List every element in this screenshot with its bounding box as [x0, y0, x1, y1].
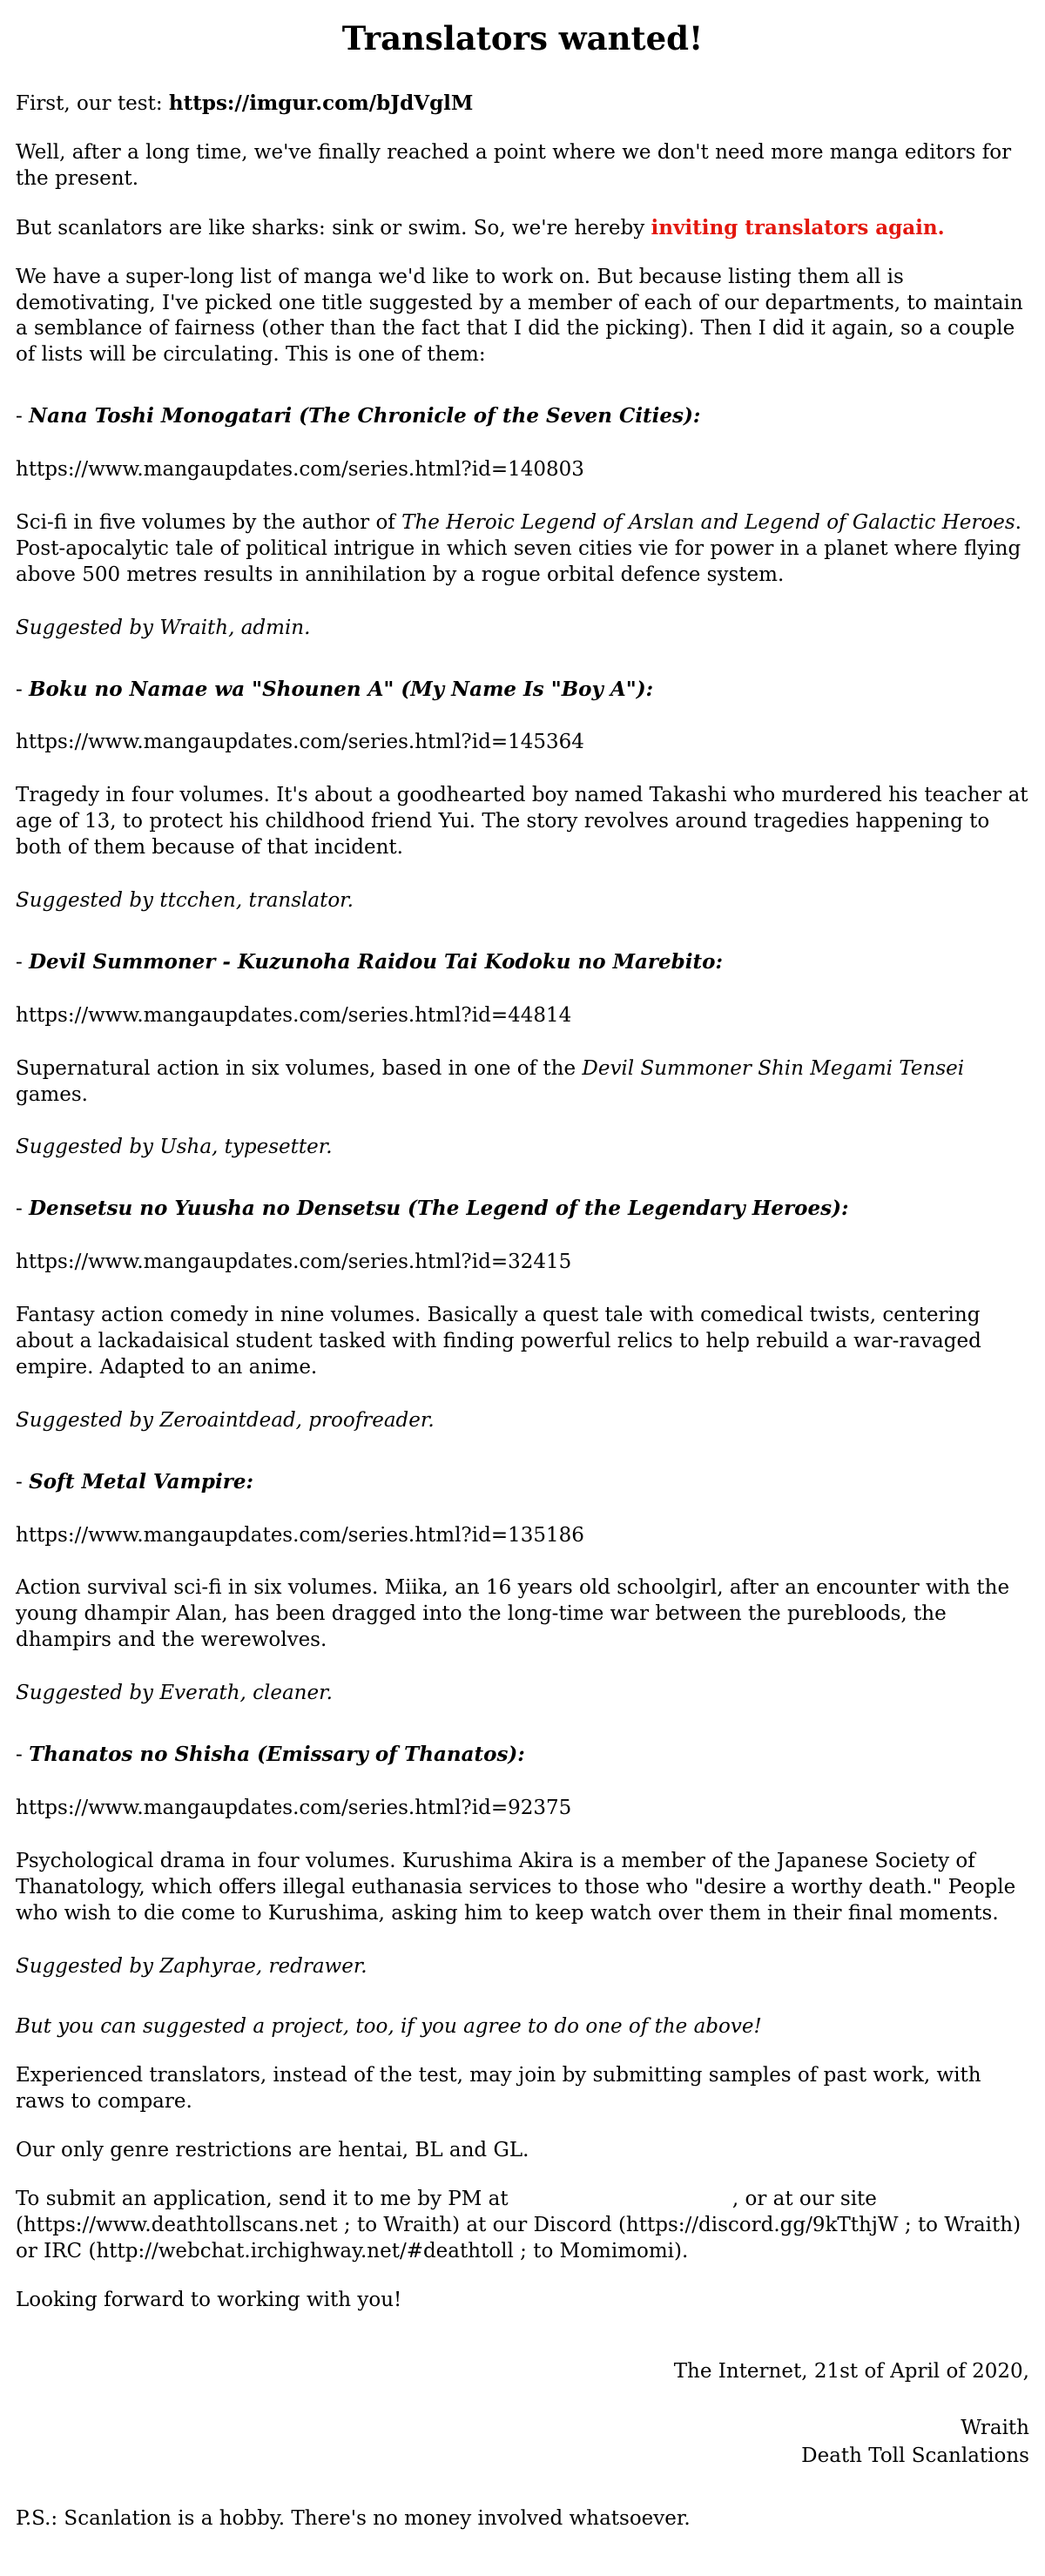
manga-entry-densetsu	[16, 1196, 1029, 1433]
entry-url: https://www.mangaupdates.com/series.html?id=135186	[16, 1523, 584, 1547]
manga-entry-boku-no-namae	[16, 677, 1029, 914]
entry-suggested-by: Suggested by ttcchen, translator.	[16, 889, 354, 913]
entry-url: https://www.mangaupdates.com/series.html?id=32415	[16, 1251, 572, 1274]
page-title: Translators wanted!	[341, 19, 704, 57]
ps-line: P.S.: Scanlation is a hobby. There's no money involved whatsoever.	[16, 2507, 691, 2531]
signature-name: Wraith	[961, 2417, 1029, 2440]
entry-title: - Densetsu no Yuusha no Densetsu (The Legend of the Legendary Heroes):	[16, 1197, 849, 1221]
entry-title: - Boku no Namae wa "Shounen A" (My Name Is "Boy A"):	[16, 677, 654, 701]
genre-restrictions-paragraph: Our only genre restrictions are hentai, BL and GL.	[16, 2139, 529, 2162]
entry-suggested-by: Suggested by Zaphyrae, redrawer.	[16, 1954, 367, 1978]
suggest-your-own-line: But you can suggested a project, too, if you agree to do one of the above!	[16, 2015, 762, 2039]
entry-description: Fantasy action comedy in nine volumes. Basically a quest tale with comedical twists, centering about a lackadaisical student tasked with finding powerful relics to help rebuild a war-ravaged empire. Adapted to an anime.	[16, 1304, 981, 1379]
entry-suggested-by: Suggested by Everath, cleaner.	[16, 1682, 333, 1705]
manga-entry-thanatos	[16, 1742, 1029, 1979]
intro-paragraph-editors: Well, after a long time, we've finally reached a point where we don't need more manga editors for the present.	[16, 140, 1012, 190]
entry-title: - Nana Toshi Monogatari (The Chronicle of the Seven Cities):	[16, 404, 701, 428]
entry-url: https://www.mangaupdates.com/series.html?id=44814	[16, 1003, 572, 1027]
entry-description: Tragedy in four volumes. It's about a goodhearted boy named Takashi who murdered his teacher at age of 13, to protect his childhood friend Yui. The story revolves around tragedies happening to both of them because of that incident.	[16, 784, 1028, 860]
signature-group: Death Toll Scanlations	[801, 2445, 1029, 2468]
signature-block	[16, 2416, 1029, 2470]
entry-url: https://www.mangaupdates.com/series.html?id=140803	[16, 458, 584, 482]
entry-description: Sci-fi in five volumes by the author of The Heroic Legend of Arslan and Legend of Galactic Heroes. Post-apocalytic tale of political intrigue in which seven cities vie for power in a planet where flying above 500 metres results in annihilation by a rogue orbital defence system.	[16, 511, 1021, 586]
manga-entry-nana-toshi	[16, 403, 1029, 641]
entry-title: - Thanatos no Shisha (Emissary of Thanatos):	[16, 1743, 525, 1767]
intro-paragraph-list: We have a super-long list of manga we'd like to work on. But because listing them all is demotivating, I've picked one title suggested by a member of each of our departments, to maintain a semblance of fairness (other than the fact that I did the picking). Then I did it again, so a couple of lists will be circulating. This is one of them:	[16, 265, 1023, 367]
date-line: The Internet, 21st of April of 2020,	[673, 2359, 1029, 2383]
entry-suggested-by: Suggested by Wraith, admin.	[16, 616, 311, 639]
intro-paragraph-inviting: But scanlators are like sharks: sink or swim. So, we're hereby inviting translators again.	[16, 215, 945, 239]
entry-title: - Devil Summoner - Kuzunoha Raidou Tai Kodoku no Marebito:	[16, 949, 723, 974]
entry-url: https://www.mangaupdates.com/series.html?id=92375	[16, 1796, 572, 1819]
entry-url: https://www.mangaupdates.com/series.html?id=145364	[16, 731, 584, 754]
test-line: First, our test: https://imgur.com/bJdVglM	[16, 91, 474, 116]
looking-forward-line: Looking forward to working with you!	[16, 2288, 402, 2311]
entry-description: Psychological drama in four volumes. Kurushima Akira is a member of the Japanese Society of Thanatology, which offers illegal euthanasia services to those who "desire a worthy death." People who wish to die come to Kurushima, asking him to keep watch over them in their final moments.	[16, 1849, 1016, 1925]
entry-description: Action survival sci-fi in six volumes. Miika, an 16 years old schoolgirl, after an encounter with the young dhampir Alan, has been dragged into the long-time war between the purebloods, the dhampirs and the werewolves.	[16, 1576, 1010, 1652]
experienced-translators-paragraph: Experienced translators, instead of the test, may join by submitting samples of past work, with raws to compare.	[16, 2064, 981, 2114]
entry-description: Supernatural action in six volumes, based in one of the Devil Summoner Shin Megami Tensei games.	[16, 1056, 965, 1106]
application-instructions-paragraph: To submit an application, send it to me by PM at , or at our site (https://www.deathtollscans.net ; to Wraith) at our Discord (https://discord.gg/9kTthjW ; to Wraith) or IRC (http://webchat.irchighway.net/#deathtoll ; to Momimomi).	[16, 2187, 1021, 2262]
entry-suggested-by: Suggested by Zeroaintdead, proofreader.	[16, 1408, 435, 1432]
manga-entry-devil-summoner	[16, 949, 1029, 1161]
entry-suggested-by: Suggested by Usha, typesetter.	[16, 1136, 333, 1159]
entry-title: - Soft Metal Vampire:	[16, 1469, 253, 1494]
manga-entry-soft-metal-vampire	[16, 1469, 1029, 1707]
